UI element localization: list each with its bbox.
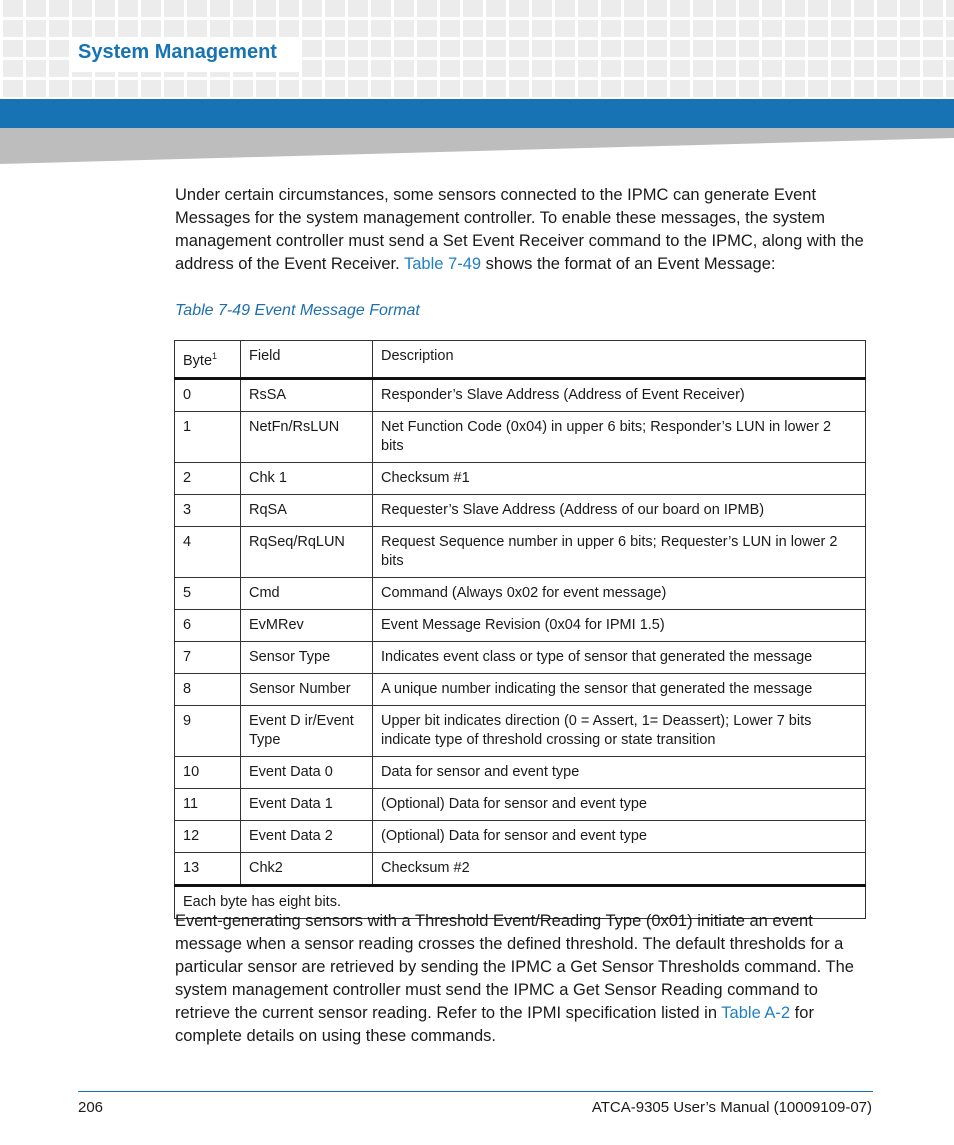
cell-description: (Optional) Data for sensor and event type bbox=[373, 821, 866, 853]
cell-byte: 11 bbox=[175, 789, 241, 821]
cell-description: Responder’s Slave Address (Address of Event Receiver) bbox=[373, 379, 866, 412]
intro-text-2: shows the format of an Event Message: bbox=[481, 255, 776, 273]
cell-description: Indicates event class or type of sensor that generated the message bbox=[373, 642, 866, 674]
cell-field: NetFn/RsLUN bbox=[241, 412, 373, 463]
cell-byte: 12 bbox=[175, 821, 241, 853]
cell-field: RsSA bbox=[241, 379, 373, 412]
table-row bbox=[175, 412, 866, 463]
table-a-2-link[interactable]: Table A-2 bbox=[721, 1004, 791, 1022]
cell-field: Event D ir/Event Type bbox=[241, 706, 373, 757]
table-footnote: Each byte has eight bits. bbox=[175, 886, 866, 919]
cell-description: Request Sequence number in upper 6 bits; Requester’s LUN in lower 2 bits bbox=[373, 527, 866, 578]
table-row bbox=[175, 463, 866, 495]
outro-paragraph bbox=[175, 910, 875, 1048]
table-row bbox=[175, 495, 866, 527]
cell-field: EvMRev bbox=[241, 610, 373, 642]
cell-field: Event Data 1 bbox=[241, 789, 373, 821]
cell-description: Requester’s Slave Address (Address of our board on IPMB) bbox=[373, 495, 866, 527]
header-byte bbox=[175, 341, 241, 379]
cell-byte: 13 bbox=[175, 853, 241, 886]
header-byte-label: Byte bbox=[183, 353, 213, 369]
footnote-marker: 1 bbox=[212, 351, 218, 361]
cell-field: Cmd bbox=[241, 578, 373, 610]
table-row bbox=[175, 674, 866, 706]
document-title: ATCA-9305 User’s Manual (10009109-07) bbox=[591, 1099, 872, 1116]
cell-field: RqSA bbox=[241, 495, 373, 527]
cell-byte: 4 bbox=[175, 527, 241, 578]
cell-field: Chk 1 bbox=[241, 463, 373, 495]
table-row bbox=[175, 527, 866, 578]
intro-paragraph bbox=[175, 184, 875, 276]
cell-description: (Optional) Data for sensor and event type bbox=[373, 789, 866, 821]
header-blue-band bbox=[0, 99, 954, 128]
cell-description: A unique number indicating the sensor that generated the message bbox=[373, 674, 866, 706]
cell-description: Upper bit indicates direction (0 = Assert, 1= Deassert); Lower 7 bits indicate type of threshold crossing or state transition bbox=[373, 706, 866, 757]
cell-description: Checksum #2 bbox=[373, 853, 866, 886]
cell-description: Net Function Code (0x04) in upper 6 bits; Responder’s LUN in lower 2 bits bbox=[373, 412, 866, 463]
intro-text-1: Under certain circumstances, some sensors connected to the IPMC can generate Event Messages for the system management controller. To enable these messages, the system management controller must send a Set Event Receiver command to the IPMC, along with the address of the Event Receiver. bbox=[175, 186, 864, 273]
table-header-row bbox=[175, 341, 866, 379]
footer-rule bbox=[78, 1091, 873, 1092]
cell-description: Event Message Revision (0x04 for IPMI 1.5) bbox=[373, 610, 866, 642]
header-gray-swoosh bbox=[0, 128, 954, 164]
cell-byte: 6 bbox=[175, 610, 241, 642]
outro-text-2: for complete details on using these commands. bbox=[175, 1004, 814, 1045]
table-row bbox=[175, 789, 866, 821]
table-caption: Table 7-49 Event Message Format bbox=[175, 302, 420, 319]
section-title: System Management bbox=[78, 41, 277, 63]
event-message-table bbox=[174, 340, 866, 919]
table-row bbox=[175, 821, 866, 853]
outro-text-1: Event-generating sensors with a Threshold Event/Reading Type (0x01) initiate an event message when a sensor reading crosses the defined threshold. The default thresholds for a particular sensor are retrieved by sending the IPMC a Get Sensor Thresholds command. The system management controller must send the IPMC a Get Sensor Reading command to retrieve the current sensor reading. Refer to the IPMI specification listed in bbox=[175, 912, 854, 1022]
header-description: Description bbox=[373, 341, 866, 379]
cell-byte: 9 bbox=[175, 706, 241, 757]
cell-byte: 7 bbox=[175, 642, 241, 674]
table-row bbox=[175, 706, 866, 757]
table-row bbox=[175, 379, 866, 412]
table-row bbox=[175, 853, 866, 886]
cell-byte: 3 bbox=[175, 495, 241, 527]
table-row bbox=[175, 757, 866, 789]
cell-byte: 10 bbox=[175, 757, 241, 789]
cell-description: Data for sensor and event type bbox=[373, 757, 866, 789]
cell-byte: 8 bbox=[175, 674, 241, 706]
cell-byte: 2 bbox=[175, 463, 241, 495]
cell-byte: 5 bbox=[175, 578, 241, 610]
header-field: Field bbox=[241, 341, 373, 379]
cell-field: Event Data 2 bbox=[241, 821, 373, 853]
cell-byte: 0 bbox=[175, 379, 241, 412]
cell-field: Chk2 bbox=[241, 853, 373, 886]
table-7-49-link[interactable]: Table 7-49 bbox=[404, 255, 482, 273]
table-row bbox=[175, 610, 866, 642]
table-row bbox=[175, 578, 866, 610]
cell-field: Sensor Type bbox=[241, 642, 373, 674]
cell-description: Checksum #1 bbox=[373, 463, 866, 495]
cell-field: RqSeq/RqLUN bbox=[241, 527, 373, 578]
cell-description: Command (Always 0x02 for event message) bbox=[373, 578, 866, 610]
cell-byte: 1 bbox=[175, 412, 241, 463]
cell-field: Sensor Number bbox=[241, 674, 373, 706]
table-row bbox=[175, 642, 866, 674]
page-number: 206 bbox=[78, 1099, 104, 1116]
cell-field: Event Data 0 bbox=[241, 757, 373, 789]
